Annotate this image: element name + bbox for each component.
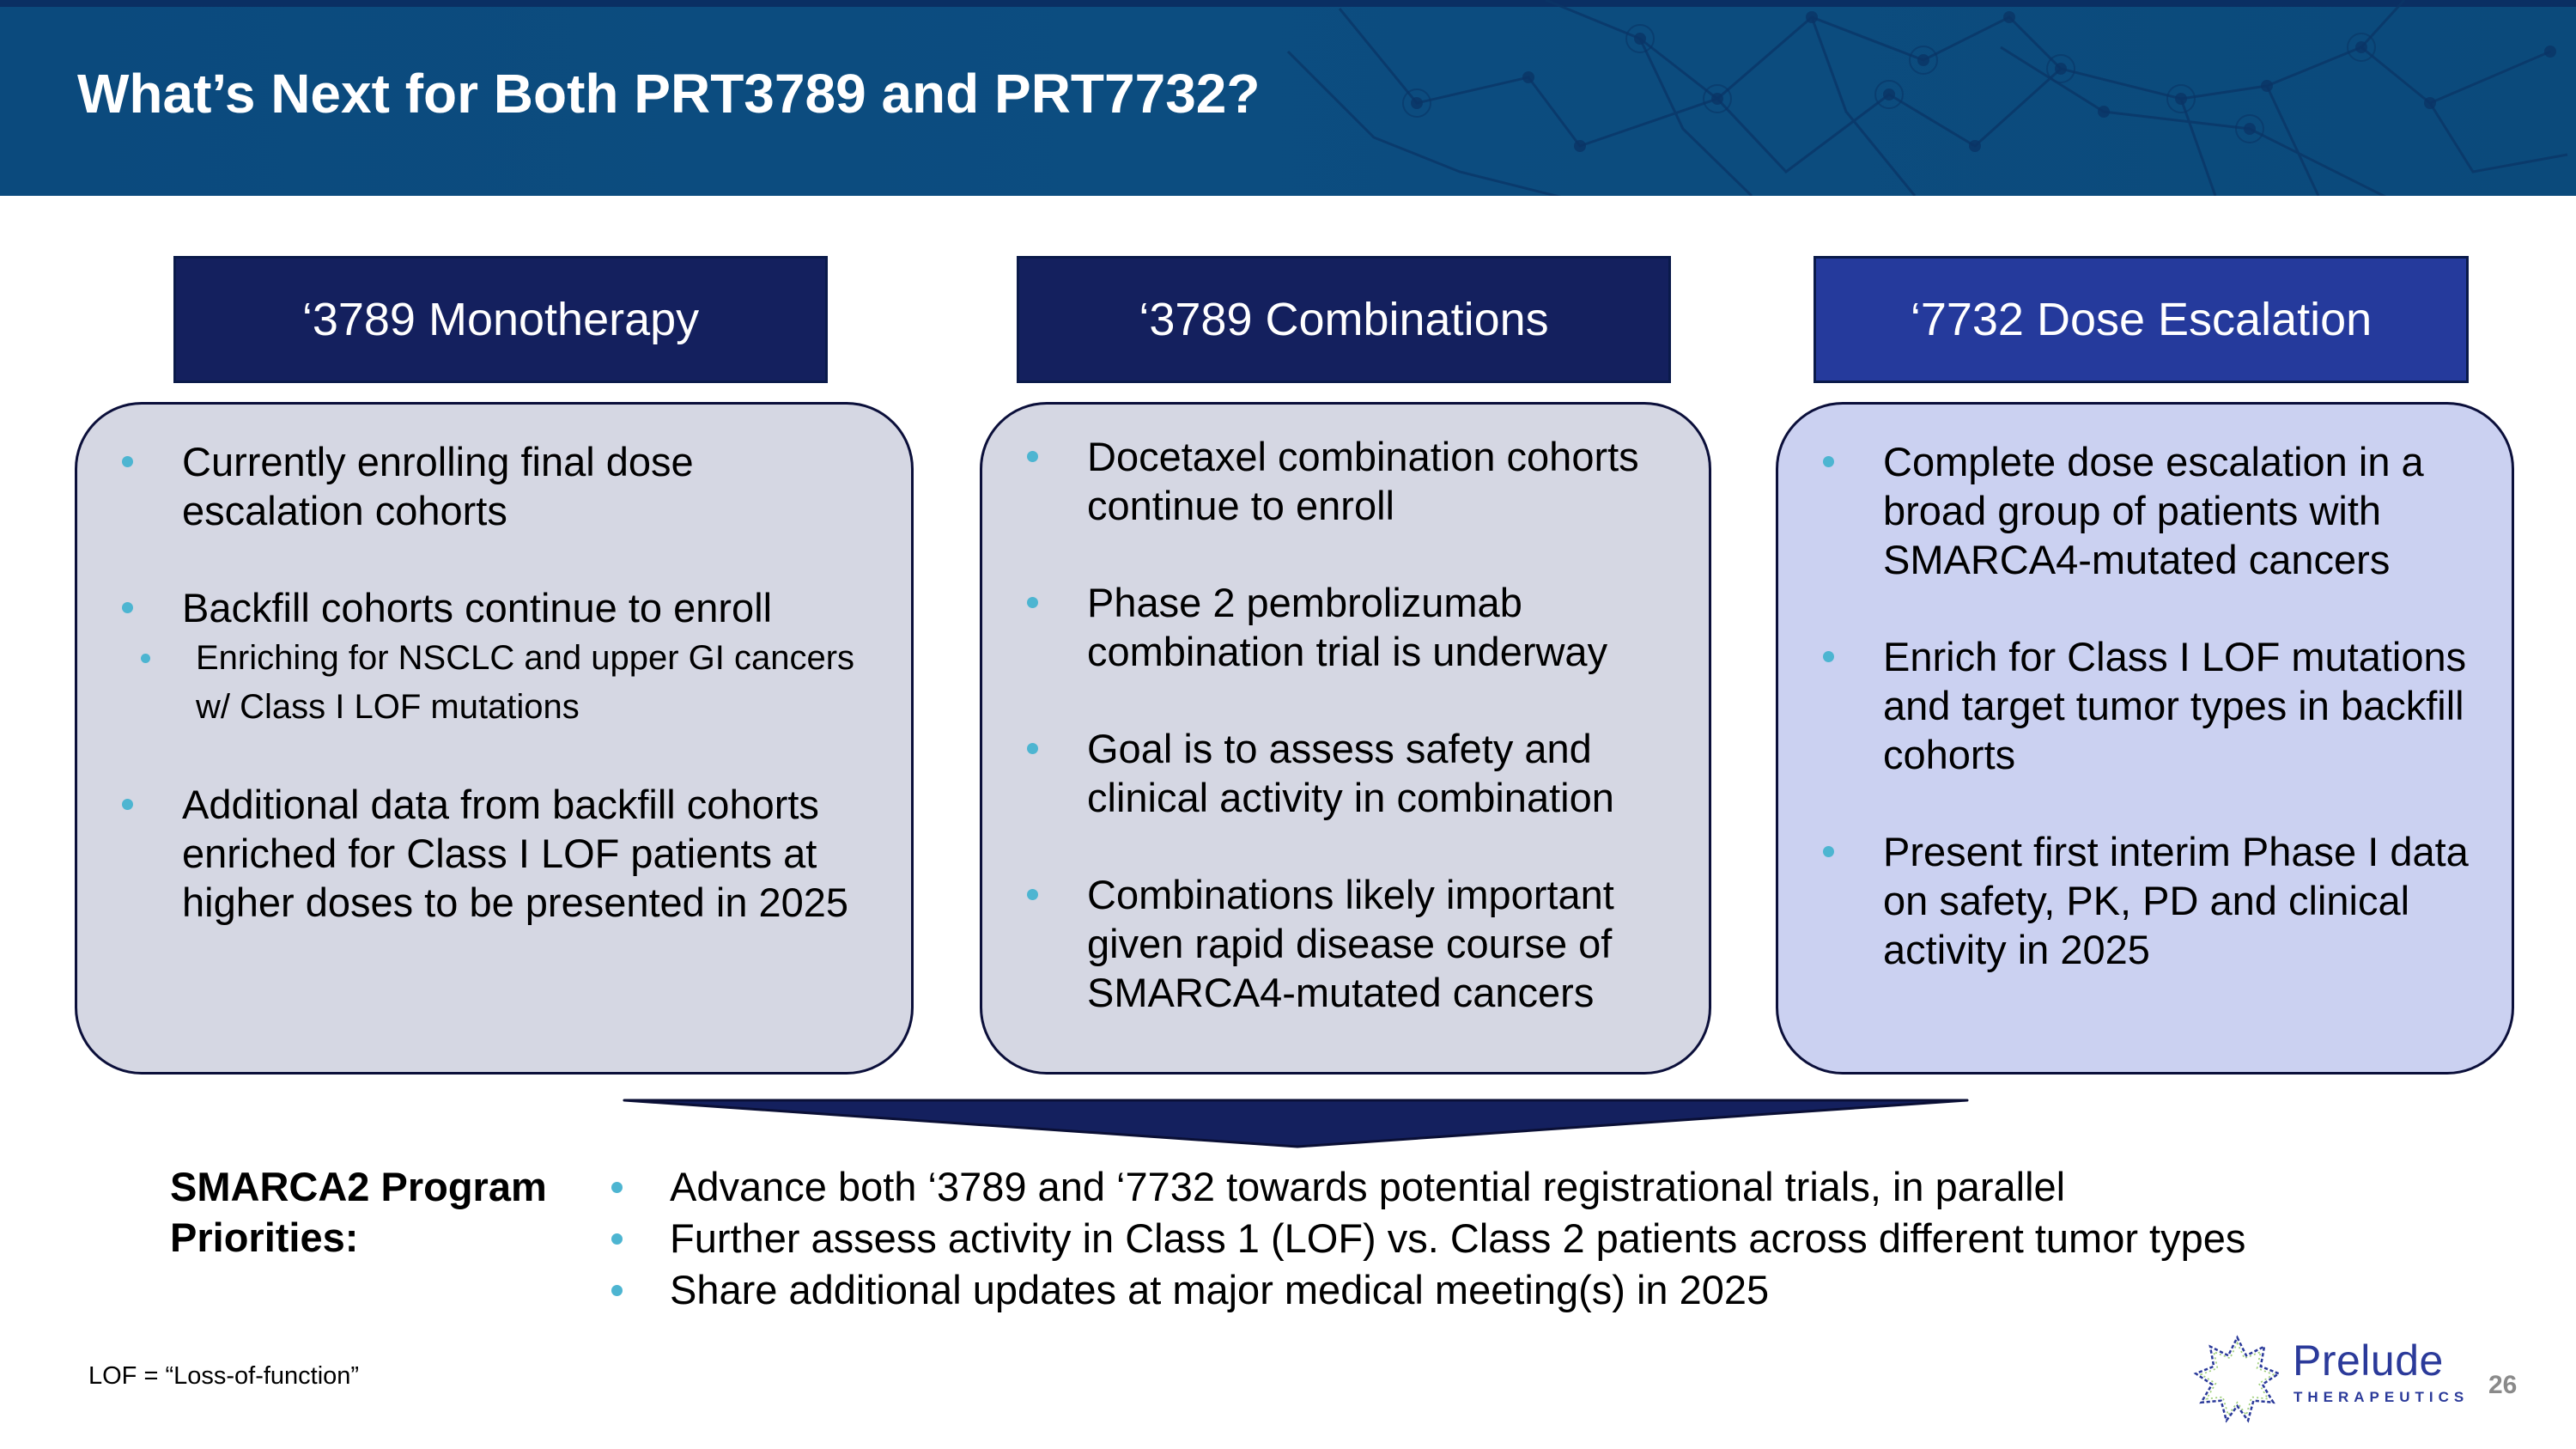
priority-item <box>601 1161 2245 1213</box>
bullet-text: Currently enrolling final dose escalation cohorts <box>182 439 694 533</box>
header-band <box>0 0 2576 196</box>
priority-text: Advance both ‘3789 and ‘7732 towards potential registrational trials, in parallel <box>670 1164 2066 1209</box>
bullet-icon <box>611 1233 623 1245</box>
list-item <box>100 780 885 927</box>
list-item <box>1005 724 1683 822</box>
priority-item <box>601 1213 2245 1264</box>
sub-bullet-icon <box>141 654 150 663</box>
bullet-icon <box>1823 456 1834 467</box>
company-logo <box>2192 1334 2470 1424</box>
bullet-icon <box>1027 743 1038 754</box>
slide-title: What’s Next for Both PRT3789 and PRT7732? <box>77 63 1261 125</box>
page-number: 26 <box>2488 1371 2518 1399</box>
list-item <box>1005 870 1683 1017</box>
priority-text: Share additional updates at major medical meeting(s) in 2025 <box>670 1267 1770 1312</box>
bullet-icon <box>1027 889 1038 900</box>
bullet-text: Additional data from backfill cohorts enriched for Class I LOF patients at higher doses to be presented in 2025 <box>182 782 849 925</box>
bullet-text: Phase 2 pembrolizumab combination trial is underway <box>1087 580 1608 674</box>
footnote: LOF = “Loss-of-function” <box>88 1362 360 1390</box>
bullet-icon <box>611 1285 623 1296</box>
bullet-icon <box>122 456 133 467</box>
priorities-label <box>170 1161 547 1263</box>
list-item <box>1801 632 2486 779</box>
list-item <box>1005 578 1683 676</box>
sub-bullets <box>100 634 885 732</box>
bullet-text: Goal is to assess safety and clinical activity in combination <box>1087 726 1614 820</box>
bullet-icon <box>1027 597 1038 608</box>
bullet-icon <box>122 602 133 613</box>
priorities-list <box>601 1161 2245 1316</box>
bullet-icon <box>1823 846 1834 857</box>
monotherapy-bullets <box>100 437 885 927</box>
bullet-icon <box>122 799 133 810</box>
sub-list-item <box>100 634 885 732</box>
bullet-text: Backfill cohorts continue to enroll <box>182 585 773 630</box>
sub-bullet-text: Enriching for NSCLC and upper GI cancers w/ Class I LOF mutations <box>196 639 855 726</box>
list-item <box>1801 827 2486 974</box>
priority-item <box>601 1264 2245 1316</box>
column-header-monotherapy: ‘3789 Monotherapy <box>173 256 828 383</box>
list-item <box>1801 437 2486 584</box>
priority-text: Further assess activity in Class 1 (LOF) vs. Class 2 patients across different tumor types <box>670 1215 2246 1261</box>
logo-subtitle: THERAPEUTICS <box>2293 1389 2470 1405</box>
list-item <box>1005 432 1683 530</box>
monotherapy-box <box>75 402 914 1075</box>
column-header-combinations: ‘3789 Combinations <box>1017 256 1671 383</box>
bullet-text: Complete dose escalation in a broad group of patients with SMARCA4-mutated cancers <box>1883 439 2424 582</box>
bullet-text: Docetaxel combination cohorts continue to enroll <box>1087 434 1639 528</box>
combinations-bullets <box>1005 432 1683 1017</box>
column-header-dose-escalation: ‘7732 Dose Escalation <box>1814 256 2469 383</box>
bullet-icon <box>611 1182 623 1193</box>
bullet-text: Combinations likely important given rapid disease course of SMARCA4-mutated cancers <box>1087 872 1614 1015</box>
combinations-box <box>980 402 1711 1075</box>
down-arrow-icon <box>623 1098 1969 1149</box>
priorities-label-line2: Priorities: <box>170 1215 359 1260</box>
bullet-text: Present first interim Phase I data on safety, PK, PD and clinical activity in 2025 <box>1883 829 2469 972</box>
list-item <box>100 437 885 535</box>
dose-escalation-bullets <box>1801 437 2486 974</box>
logo-name: Prelude <box>2293 1336 2444 1385</box>
list-item <box>100 583 885 732</box>
prelude-star-logo-icon <box>2192 1334 2282 1424</box>
priorities-label-line1: SMARCA2 Program <box>170 1164 547 1209</box>
bullet-text: Enrich for Class I LOF mutations and target tumor types in backfill cohorts <box>1883 634 2467 777</box>
dose-escalation-box <box>1776 402 2514 1075</box>
bullet-icon <box>1027 451 1038 462</box>
bullet-icon <box>1823 651 1834 662</box>
